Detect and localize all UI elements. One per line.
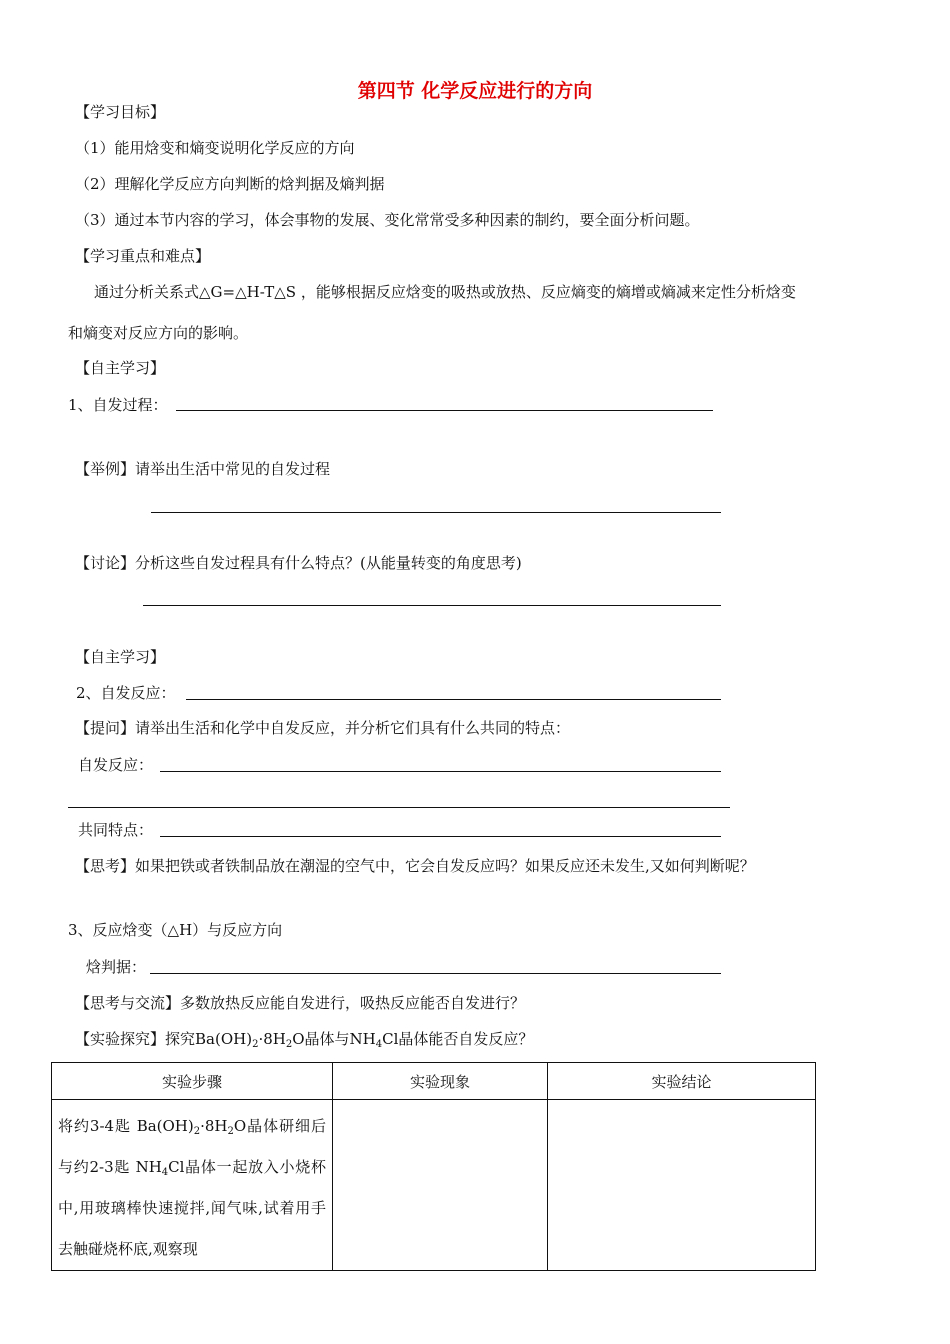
spontaneous-process-answer-line[interactable] [176, 410, 713, 411]
example-prompt: 【举例】请举出生活中常见的自发过程 [75, 460, 331, 478]
discussion-answer-line[interactable] [143, 605, 721, 606]
objective-item: （3）通过本节内容的学习，体会事物的发展、变化常常受多种因素的制约，要全面分析问题。 [75, 211, 700, 229]
think-prompt: 【思考】如果把铁或者铁制品放在潮湿的空气中，它会自发反应吗？如果反应还未发生,又如何判断呢？ [75, 857, 755, 875]
column-header-steps: 实验步骤 [52, 1063, 333, 1100]
column-header-conclusion: 实验结论 [548, 1063, 816, 1100]
common-features-answer-line[interactable] [160, 836, 721, 837]
key-points-heading: 【学习重点和难点】 [75, 247, 211, 265]
spontaneous-reaction-answer-line[interactable] [186, 699, 721, 700]
enthalpy-section-heading: 3、反应焓变（△H）与反应方向 [68, 921, 283, 939]
experiment-table [51, 1062, 816, 1271]
reaction-examples-extra-line[interactable] [68, 807, 730, 808]
enthalpy-criterion-answer-line[interactable] [150, 973, 721, 974]
phenomena-cell[interactable] [333, 1100, 548, 1271]
question-prompt: 【提问】请举出生活和化学中自发反应，并分析它们具有什么共同的特点： [75, 719, 571, 737]
enthalpy-criterion-label: 焓判据： [86, 958, 147, 976]
spontaneous-process-label: 1、自发过程： [68, 396, 168, 414]
common-features-label: 共同特点： [78, 821, 154, 839]
objective-item: （2）理解化学反应方向判断的焓判据及熵判据 [75, 175, 385, 193]
conclusion-cell[interactable] [548, 1100, 816, 1271]
discussion-prompt: 【讨论】分析这些自发过程具有什么特点？(从能量转变的角度思考) [75, 554, 522, 572]
key-points-text-line1: 通过分析关系式△G=△H-T△S ，能够根据反应焓变的吸热或放热、反应熵变的熵增或熵减来定性分析焓变 [94, 283, 796, 301]
experiment-prompt: 【实验探究】探究$Ba(OH)_2\cdot 8H_2O$晶体与$NH_4Cl$晶体能否自发反应？ [75, 1030, 534, 1050]
reaction-examples-label: 自发反应： [78, 756, 154, 774]
objectives-heading: 【学习目标】 [75, 103, 166, 121]
column-header-phenomena: 实验现象 [333, 1063, 548, 1100]
reaction-examples-answer-line[interactable] [160, 771, 721, 772]
objective-item: （1）能用焓变和熵变说明化学反应的方向 [75, 139, 355, 157]
steps-text: 将约3-4匙 $Ba(OH)_2\cdot 8H_2O$晶体研细后与约2-3匙 $NH_4Cl$晶体一起放入小烧杯中,用玻璃棒快速搅拌,闻气味,试着用手去触碰烧杯底,观察现 [58, 1117, 326, 1258]
exchange-prompt: 【思考与交流】多数放热反应能自发进行，吸热反应能否自发进行？ [75, 994, 526, 1012]
page-title: 第四节 化学反应进行的方向 [357, 80, 593, 102]
example-answer-line[interactable] [151, 512, 721, 513]
steps-cell [52, 1100, 333, 1271]
table-header-row [52, 1063, 816, 1100]
self-study-heading: 【自主学习】 [75, 648, 166, 666]
key-points-text-line2: 和熵变对反应方向的影响。 [68, 324, 249, 342]
spontaneous-reaction-label: 2、自发反应： [76, 684, 176, 702]
self-study-heading: 【自主学习】 [75, 359, 166, 377]
table-row [52, 1100, 816, 1271]
